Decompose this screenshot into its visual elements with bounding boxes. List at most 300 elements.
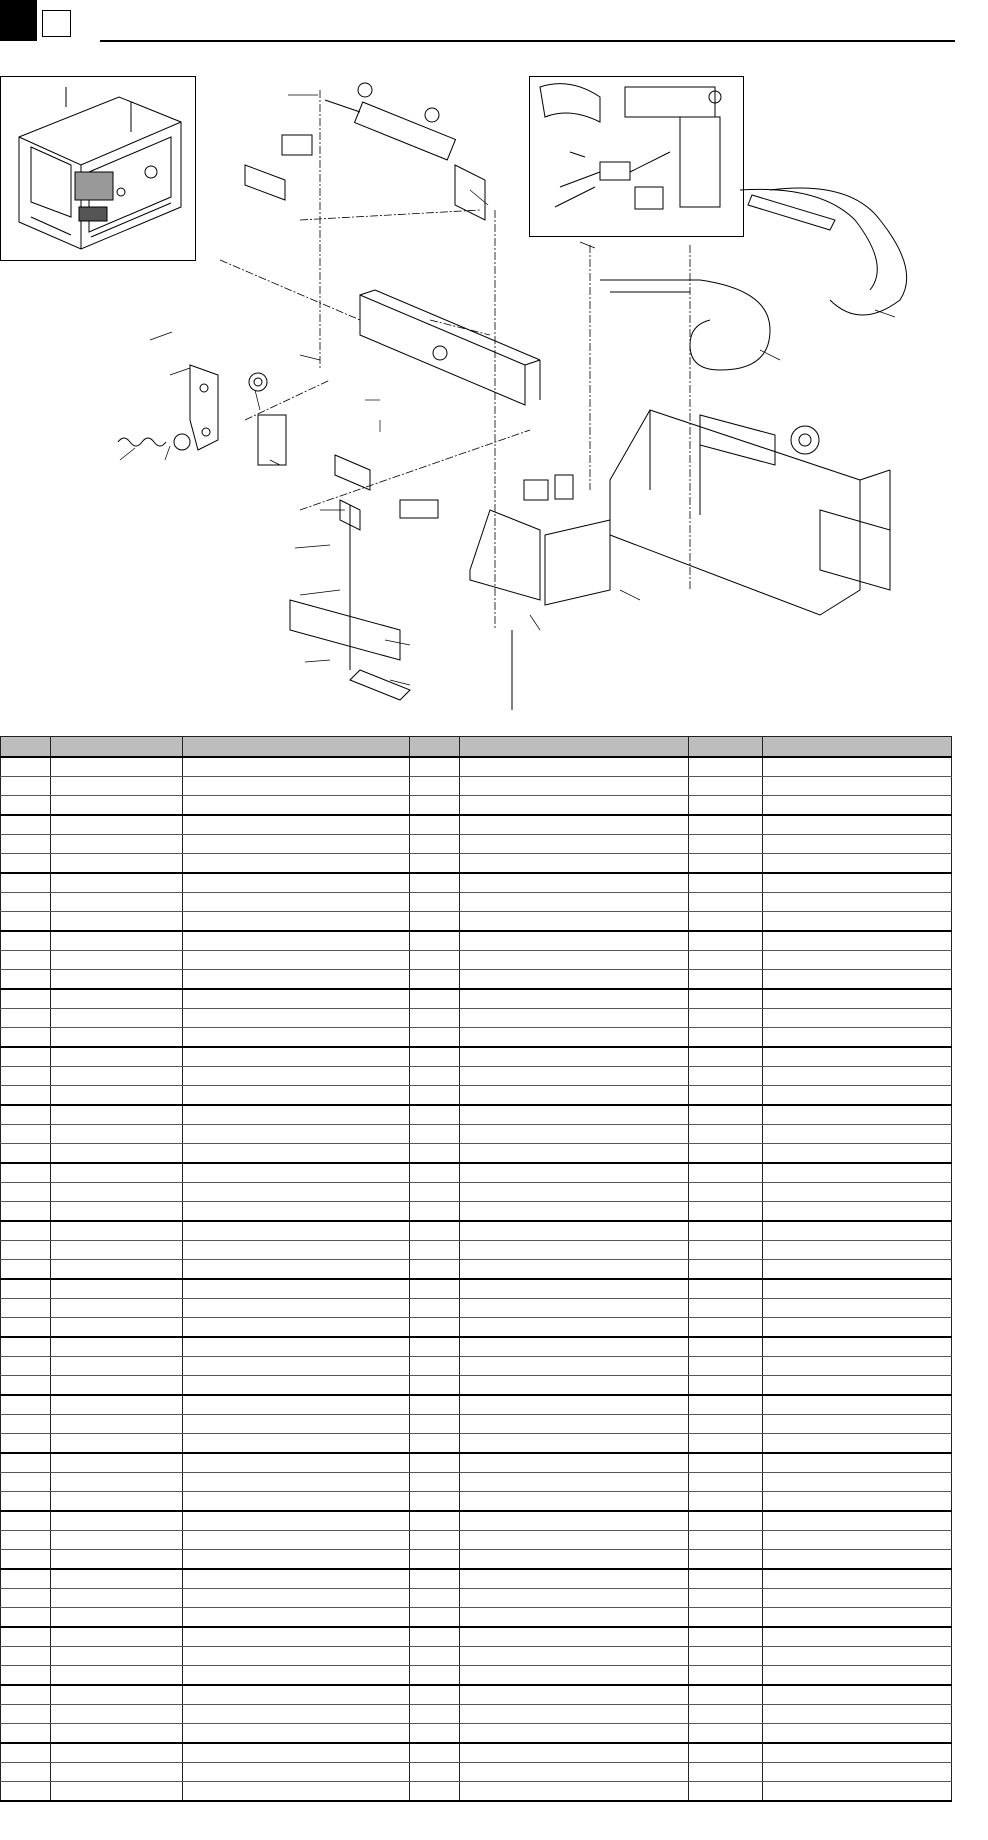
table-cell xyxy=(460,951,689,970)
table-cell xyxy=(763,1434,952,1454)
table-cell xyxy=(763,970,952,990)
table-cell xyxy=(183,1202,410,1222)
table-cell xyxy=(1,1028,51,1048)
col-header-remarks-b xyxy=(763,737,952,758)
table-row xyxy=(1,854,952,874)
table-cell xyxy=(51,1666,183,1686)
table-cell xyxy=(689,989,763,1009)
table-cell xyxy=(183,951,410,970)
table-cell xyxy=(689,1009,763,1028)
table-cell xyxy=(460,1608,689,1628)
table-cell xyxy=(763,1782,952,1802)
table-row xyxy=(1,1086,952,1106)
table-cell xyxy=(410,757,460,777)
table-cell xyxy=(689,1434,763,1454)
table-cell xyxy=(763,873,952,893)
table-cell xyxy=(460,1028,689,1048)
table-cell xyxy=(460,1492,689,1512)
table-cell xyxy=(1,1743,51,1763)
table-cell xyxy=(410,1647,460,1666)
table-cell xyxy=(689,970,763,990)
table-cell xyxy=(51,1647,183,1666)
table-row xyxy=(1,777,952,796)
table-cell xyxy=(763,796,952,816)
table-cell xyxy=(689,1685,763,1705)
table-cell xyxy=(410,1028,460,1048)
table-cell xyxy=(1,1705,51,1724)
table-cell xyxy=(460,796,689,816)
subsection-box xyxy=(42,10,71,37)
table-cell xyxy=(183,1163,410,1183)
table-cell xyxy=(51,1202,183,1222)
table-cell xyxy=(1,1047,51,1067)
table-cell xyxy=(410,1550,460,1570)
table-cell xyxy=(460,1666,689,1686)
table-cell xyxy=(460,970,689,990)
table-row xyxy=(1,1183,952,1202)
table-cell xyxy=(1,1318,51,1338)
table-cell xyxy=(763,1163,952,1183)
table-cell xyxy=(410,1395,460,1415)
table-cell xyxy=(51,893,183,912)
table-cell xyxy=(1,1086,51,1106)
table-cell xyxy=(51,1337,183,1357)
table-cell xyxy=(51,1221,183,1241)
table-cell xyxy=(183,1569,410,1589)
table-cell xyxy=(183,1241,410,1260)
table-cell xyxy=(763,1221,952,1241)
table-cell xyxy=(460,912,689,932)
table-cell xyxy=(763,1125,952,1144)
table-cell xyxy=(1,1589,51,1608)
table-cell xyxy=(51,1183,183,1202)
table-row xyxy=(1,1647,952,1666)
table-row xyxy=(1,1221,952,1241)
table-cell xyxy=(460,1279,689,1299)
table-cell xyxy=(689,931,763,951)
col-header-description-b xyxy=(460,737,689,758)
table-cell xyxy=(51,1569,183,1589)
table-cell xyxy=(51,1724,183,1744)
table-cell xyxy=(51,1608,183,1628)
table-cell xyxy=(1,1666,51,1686)
table-cell xyxy=(689,1357,763,1376)
table-cell xyxy=(410,1260,460,1280)
table-row xyxy=(1,1511,952,1531)
table-row xyxy=(1,1705,952,1724)
table-cell xyxy=(183,1685,410,1705)
table-cell xyxy=(1,1492,51,1512)
table-cell xyxy=(689,1627,763,1647)
table-cell xyxy=(460,1782,689,1802)
table-cell xyxy=(410,1047,460,1067)
table-cell xyxy=(689,1550,763,1570)
table-row xyxy=(1,1627,952,1647)
table-cell xyxy=(1,835,51,854)
table-cell xyxy=(1,1279,51,1299)
table-cell xyxy=(1,1376,51,1396)
table-cell xyxy=(51,1047,183,1067)
table-cell xyxy=(183,1473,410,1492)
table-row xyxy=(1,1763,952,1782)
table-cell xyxy=(410,1183,460,1202)
table-cell xyxy=(460,1376,689,1396)
table-cell xyxy=(183,1357,410,1376)
table-cell xyxy=(460,815,689,835)
table-cell xyxy=(51,1511,183,1531)
table-cell xyxy=(1,1357,51,1376)
table-cell xyxy=(1,1550,51,1570)
table-cell xyxy=(689,1279,763,1299)
table-cell xyxy=(689,854,763,874)
table-cell xyxy=(51,931,183,951)
table-cell xyxy=(689,951,763,970)
table-cell xyxy=(51,1782,183,1802)
table-cell xyxy=(763,989,952,1009)
table-cell xyxy=(689,1202,763,1222)
table-cell xyxy=(763,1415,952,1434)
table-cell xyxy=(51,1589,183,1608)
table-cell xyxy=(183,1376,410,1396)
table-cell xyxy=(1,1627,51,1647)
table-cell xyxy=(51,1105,183,1125)
table-cell xyxy=(763,1067,952,1086)
table-cell xyxy=(410,1067,460,1086)
table-cell xyxy=(410,1608,460,1628)
table-cell xyxy=(410,1685,460,1705)
table-cell xyxy=(763,1376,952,1396)
table-cell xyxy=(689,1299,763,1318)
table-cell xyxy=(183,1705,410,1724)
table-cell xyxy=(410,835,460,854)
table-row xyxy=(1,970,952,990)
table-cell xyxy=(183,1047,410,1067)
table-cell xyxy=(689,1105,763,1125)
table-cell xyxy=(410,1763,460,1782)
table-cell xyxy=(410,1144,460,1164)
table-cell xyxy=(51,835,183,854)
table-cell xyxy=(410,1473,460,1492)
table-cell xyxy=(460,1125,689,1144)
table-cell xyxy=(183,1492,410,1512)
table-cell xyxy=(689,893,763,912)
table-cell xyxy=(763,835,952,854)
table-cell xyxy=(689,1589,763,1608)
table-cell xyxy=(183,1144,410,1164)
table-cell xyxy=(410,989,460,1009)
table-cell xyxy=(183,1183,410,1202)
table-cell xyxy=(689,1260,763,1280)
table-cell xyxy=(410,1086,460,1106)
table-cell xyxy=(1,1453,51,1473)
table-cell xyxy=(460,757,689,777)
table-row xyxy=(1,1125,952,1144)
table-cell xyxy=(51,1492,183,1512)
table-cell xyxy=(1,1569,51,1589)
table-row xyxy=(1,815,952,835)
table-row xyxy=(1,1589,952,1608)
table-cell xyxy=(410,1105,460,1125)
table-cell xyxy=(51,757,183,777)
table-cell xyxy=(1,1221,51,1241)
table-cell xyxy=(689,1047,763,1067)
table-cell xyxy=(410,912,460,932)
table-cell xyxy=(460,835,689,854)
table-cell xyxy=(51,1009,183,1028)
table-cell xyxy=(51,1473,183,1492)
table-cell xyxy=(460,1685,689,1705)
table-cell xyxy=(689,912,763,932)
table-cell xyxy=(51,1357,183,1376)
table-cell xyxy=(460,1453,689,1473)
table-row xyxy=(1,1279,952,1299)
table-cell xyxy=(410,1357,460,1376)
table-row xyxy=(1,1492,952,1512)
table-cell xyxy=(183,912,410,932)
table-cell xyxy=(460,893,689,912)
col-header-ref-a xyxy=(1,737,51,758)
table-cell xyxy=(763,1047,952,1067)
table-cell xyxy=(763,1511,952,1531)
table-row xyxy=(1,1105,952,1125)
table-cell xyxy=(689,1221,763,1241)
table-cell xyxy=(1,1395,51,1415)
table-cell xyxy=(410,1743,460,1763)
table-cell xyxy=(410,1299,460,1318)
table-cell xyxy=(1,1415,51,1434)
table-row xyxy=(1,1782,952,1802)
table-cell xyxy=(183,1550,410,1570)
table-cell xyxy=(1,1511,51,1531)
table-cell xyxy=(763,1608,952,1628)
table-cell xyxy=(1,1608,51,1628)
table-cell xyxy=(1,796,51,816)
table-cell xyxy=(1,1647,51,1666)
table-cell xyxy=(460,1299,689,1318)
table-cell xyxy=(410,854,460,874)
table-cell xyxy=(763,1086,952,1106)
table-cell xyxy=(410,1415,460,1434)
parts-list-table xyxy=(0,736,952,1802)
table-cell xyxy=(460,1550,689,1570)
table-cell xyxy=(1,1260,51,1280)
table-cell xyxy=(410,1376,460,1396)
table-cell xyxy=(689,1724,763,1744)
table-row xyxy=(1,1743,952,1763)
table-cell xyxy=(460,854,689,874)
table-cell xyxy=(689,1666,763,1686)
table-cell xyxy=(460,1318,689,1338)
table-cell xyxy=(689,1395,763,1415)
table-row xyxy=(1,1144,952,1164)
table-cell xyxy=(410,893,460,912)
table-cell xyxy=(460,989,689,1009)
col-header-description-a xyxy=(183,737,410,758)
table-cell xyxy=(183,1453,410,1473)
table-cell xyxy=(410,1627,460,1647)
table-cell xyxy=(689,1453,763,1473)
table-cell xyxy=(689,1415,763,1434)
table-cell xyxy=(763,1144,952,1164)
table-cell xyxy=(1,815,51,835)
table-cell xyxy=(763,854,952,874)
table-cell xyxy=(460,1144,689,1164)
table-cell xyxy=(183,970,410,990)
table-row xyxy=(1,1009,952,1028)
table-cell xyxy=(51,951,183,970)
table-cell xyxy=(460,1531,689,1550)
table-cell xyxy=(183,873,410,893)
table-cell xyxy=(51,1685,183,1705)
table-row xyxy=(1,1337,952,1357)
table-cell xyxy=(460,1705,689,1724)
table-cell xyxy=(51,796,183,816)
parts-table-body xyxy=(1,757,952,1801)
table-cell xyxy=(1,1009,51,1028)
table-cell xyxy=(410,1279,460,1299)
table-row xyxy=(1,1241,952,1260)
table-cell xyxy=(183,1260,410,1280)
table-cell xyxy=(1,1202,51,1222)
table-cell xyxy=(689,1511,763,1531)
table-cell xyxy=(1,1067,51,1086)
table-cell xyxy=(1,951,51,970)
table-cell xyxy=(410,1511,460,1531)
table-cell xyxy=(460,1009,689,1028)
table-cell xyxy=(410,970,460,990)
table-cell xyxy=(1,757,51,777)
table-cell xyxy=(51,1415,183,1434)
table-cell xyxy=(183,1395,410,1415)
table-cell xyxy=(763,1647,952,1666)
table-cell xyxy=(183,1221,410,1241)
table-cell xyxy=(689,1028,763,1048)
table-cell xyxy=(183,931,410,951)
table-cell xyxy=(183,1511,410,1531)
table-cell xyxy=(460,777,689,796)
table-cell xyxy=(51,1144,183,1164)
table-cell xyxy=(1,1763,51,1782)
table-row xyxy=(1,1395,952,1415)
table-cell xyxy=(51,777,183,796)
table-row xyxy=(1,1453,952,1473)
table-row xyxy=(1,1260,952,1280)
table-cell xyxy=(460,931,689,951)
table-cell xyxy=(51,1067,183,1086)
table-cell xyxy=(183,1009,410,1028)
table-cell xyxy=(763,1531,952,1550)
table-cell xyxy=(183,757,410,777)
table-cell xyxy=(410,815,460,835)
table-cell xyxy=(51,1627,183,1647)
table-cell xyxy=(763,1183,952,1202)
table-cell xyxy=(460,1241,689,1260)
table-row xyxy=(1,1067,952,1086)
col-header-part-no-a xyxy=(51,737,183,758)
table-cell xyxy=(1,1434,51,1454)
col-header-ref-b xyxy=(410,737,460,758)
table-cell xyxy=(183,777,410,796)
exploded-parts-diagram xyxy=(0,70,988,710)
table-cell xyxy=(689,1318,763,1338)
table-cell xyxy=(763,1763,952,1782)
table-cell xyxy=(763,893,952,912)
table-cell xyxy=(763,912,952,932)
table-cell xyxy=(460,1569,689,1589)
table-cell xyxy=(183,1299,410,1318)
table-cell xyxy=(460,1067,689,1086)
table-cell xyxy=(1,893,51,912)
table-cell xyxy=(183,1782,410,1802)
table-cell xyxy=(763,1105,952,1125)
table-row xyxy=(1,989,952,1009)
table-cell xyxy=(51,1163,183,1183)
table-cell xyxy=(410,1569,460,1589)
header-rule xyxy=(100,40,955,42)
table-cell xyxy=(763,1337,952,1357)
table-row xyxy=(1,931,952,951)
table-cell xyxy=(51,970,183,990)
table-cell xyxy=(763,1299,952,1318)
table-cell xyxy=(410,1782,460,1802)
table-row xyxy=(1,951,952,970)
table-cell xyxy=(689,1705,763,1724)
table-cell xyxy=(1,1105,51,1125)
table-row xyxy=(1,1357,952,1376)
table-cell xyxy=(51,1279,183,1299)
table-cell xyxy=(460,1743,689,1763)
table-cell xyxy=(410,931,460,951)
table-cell xyxy=(460,1434,689,1454)
table-cell xyxy=(460,1105,689,1125)
table-cell xyxy=(410,1337,460,1357)
table-cell xyxy=(689,1743,763,1763)
table-cell xyxy=(763,1028,952,1048)
table-cell xyxy=(51,912,183,932)
table-cell xyxy=(763,951,952,970)
table-cell xyxy=(410,1009,460,1028)
table-row xyxy=(1,873,952,893)
table-cell xyxy=(410,951,460,970)
table-cell xyxy=(460,1473,689,1492)
table-cell xyxy=(763,757,952,777)
table-cell xyxy=(1,989,51,1009)
table-cell xyxy=(183,835,410,854)
table-cell xyxy=(410,1125,460,1144)
table-cell xyxy=(183,1028,410,1048)
table-cell xyxy=(763,1357,952,1376)
table-cell xyxy=(183,1279,410,1299)
table-row xyxy=(1,1724,952,1744)
table-row xyxy=(1,893,952,912)
table-cell xyxy=(410,1434,460,1454)
table-cell xyxy=(1,777,51,796)
section-tab xyxy=(0,0,37,41)
table-row xyxy=(1,1202,952,1222)
table-cell xyxy=(51,1550,183,1570)
table-cell xyxy=(460,1395,689,1415)
table-cell xyxy=(460,1337,689,1357)
table-row xyxy=(1,1666,952,1686)
table-row xyxy=(1,757,952,777)
table-header-row xyxy=(1,737,952,758)
table-cell xyxy=(763,931,952,951)
table-row xyxy=(1,1299,952,1318)
table-cell xyxy=(183,1724,410,1744)
table-cell xyxy=(410,1163,460,1183)
table-cell xyxy=(410,1241,460,1260)
table-cell xyxy=(689,1144,763,1164)
